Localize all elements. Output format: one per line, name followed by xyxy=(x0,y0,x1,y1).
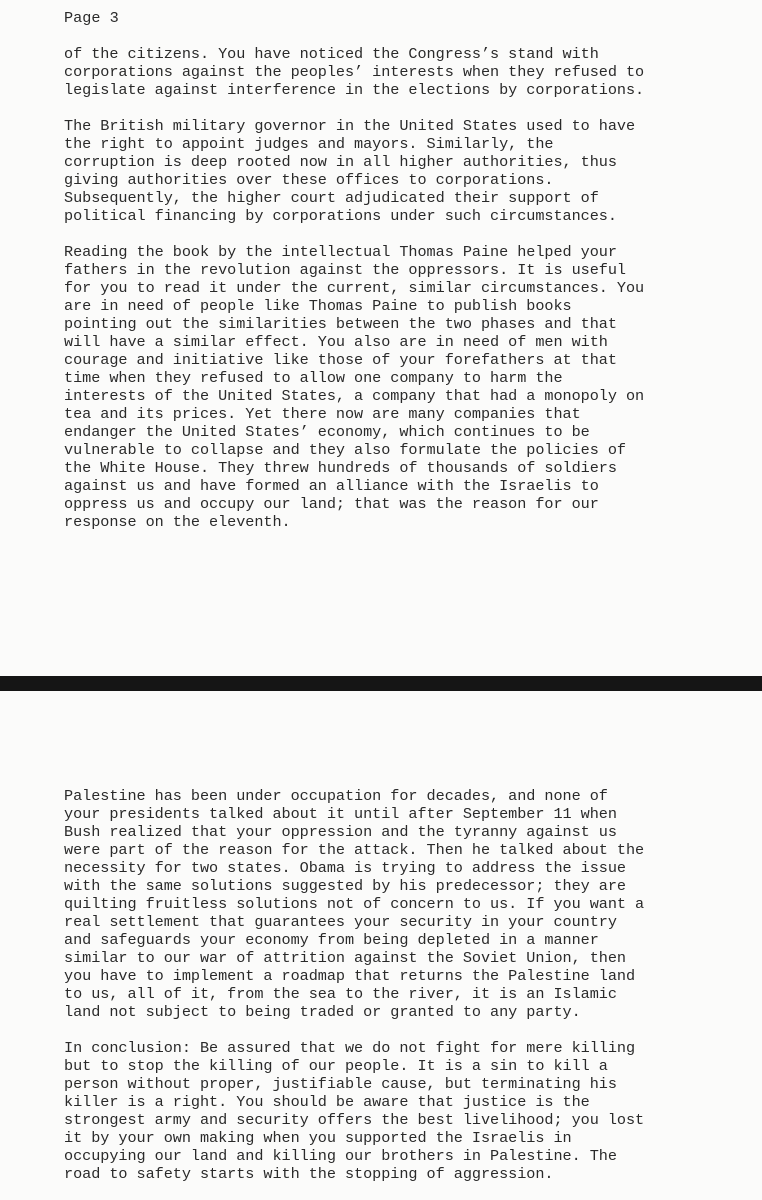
document-page-lower xyxy=(0,691,762,1200)
paragraph-palestine-occupation: Palestine has been under occupation for decades, and none of your presidents talked about it until after September 11 when Bush realized that your oppression and the tyranny against us were part of the reason for the attack. Then he talked about the necessity for two states. Obama is trying to address the issue with the same solutions suggested by his predecessor; they are quilting fruitless solutions not of concern to us. If you want a real settlement that guarantees your security in your country and safeguards your economy from being depleted in a manner similar to our war of attrition against the Soviet Union, then you have to implement a roadmap that returns the Palestine land to us, all of it, from the sea to the river, it is an Islamic land not subject to being traded or granted to any party. xyxy=(64,787,645,1021)
page-number-header: Page 3 xyxy=(64,9,119,27)
paragraph-british-governor: The British military governor in the United States used to have the right to appoint judges and mayors. Similarly, the corruption is deep rooted now in all higher authorities, thus giving authorities over these offices to corporations. Subsequently, the higher court adjudicated their support of political financing by corporations under such circumstances. xyxy=(64,117,636,225)
paragraph-conclusion: In conclusion: Be assured that we do not fight for mere killing but to stop the killing of our people. It is a sin to kill a person without proper, justifiable cause, but terminating his killer is a right. You should be aware that justice is the strongest army and security offers the best livelihood; you lost it by your own making when you supported the Israelis in occupying our land and killing our brothers in Palestine. The road to safety starts with the stopping of aggression. xyxy=(64,1039,645,1183)
paragraph-congress-corporations: of the citizens. You have noticed the Congress’s stand with corporations against the peoples’ interests when they refused to legislate against interference in the elections by corporations. xyxy=(64,45,645,99)
page-separator-bar xyxy=(0,676,762,691)
paragraph-thomas-paine: Reading the book by the intellectual Thomas Paine helped your fathers in the revolution against the oppressors. It is useful for you to read it under the current, similar circumstances. You are in need of people like Thomas Paine to publish books pointing out the similarities between the two phases and that will have a similar effect. You also are in need of men with courage and initiative like those of your forefathers at that time when they refused to allow one company to harm the interests of the United States, a company that had a monopoly on tea and its prices. Yet there now are many companies that endanger the United States’ economy, which continues to be vulnerable to collapse and they also formulate the policies of the White House. They threw hundreds of thousands of soldiers against us and have formed an alliance with the Israelis to oppress us and occupy our land; that was the reason for our response on the eleventh. xyxy=(64,243,645,531)
